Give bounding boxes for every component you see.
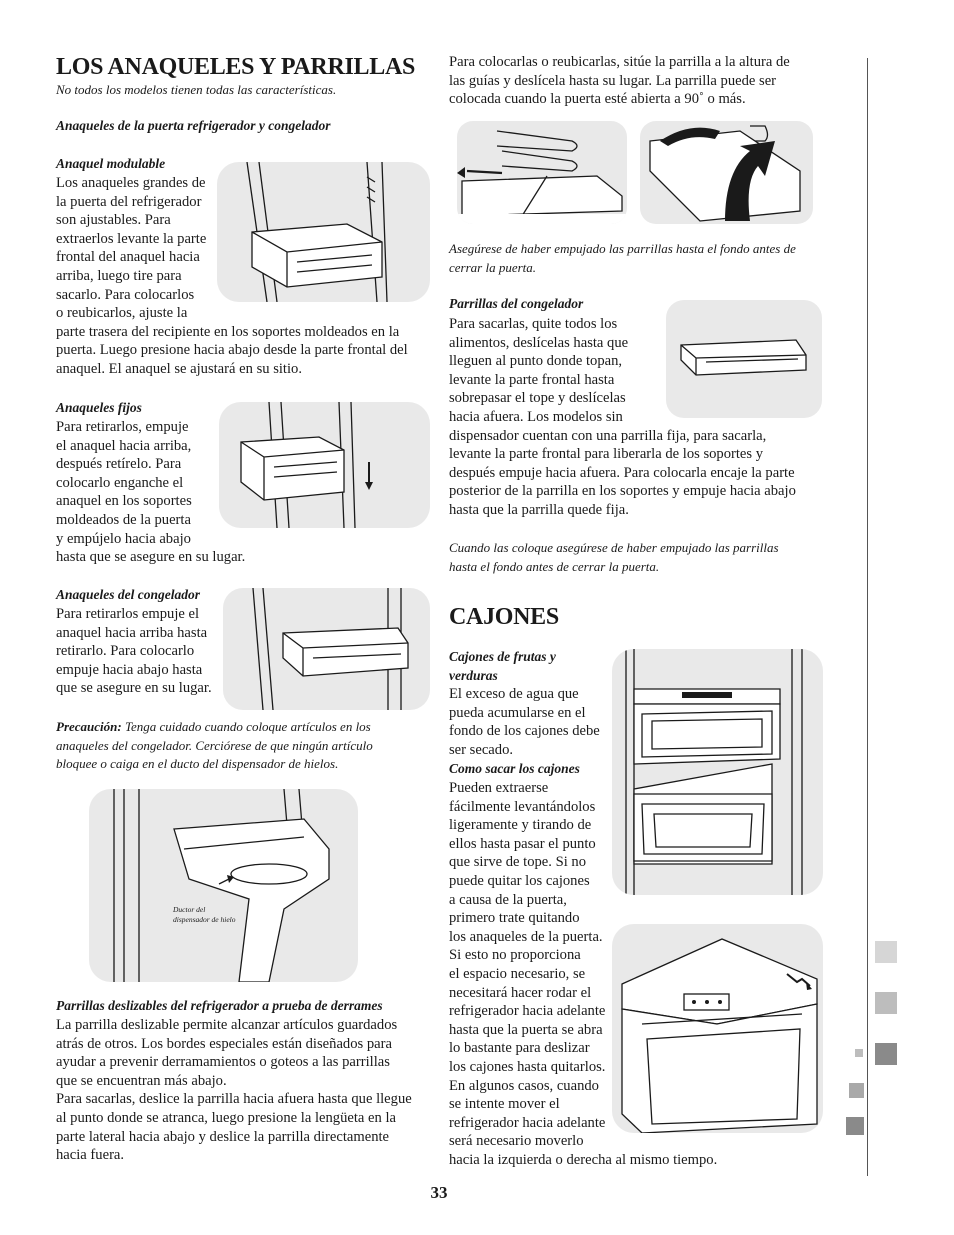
freezer-shelves-text: Para retirarlos empuje el anaquel hacia arriba hasta retirarlo. Para colocarlo empuje hacia abajo hasta que se asegure en su lugar. — [56, 606, 212, 697]
drawer-removal-illustration — [612, 924, 823, 1133]
modular-shelf-drawing — [217, 162, 430, 302]
freezer-shelf-illustration — [223, 588, 430, 710]
freezer-rack-illustration — [666, 300, 822, 418]
ice-dispenser-illustration — [89, 789, 358, 982]
section-tab-marker-2 — [875, 992, 897, 1014]
section-tab-marker-small — [855, 1049, 863, 1057]
freezer-shelves-heading: Anaqueles del congelador — [56, 587, 200, 602]
door-shelves-heading: Anaqueles de la puerta refrigerador y congelador — [56, 118, 331, 133]
sliding-rack-illustration-2 — [640, 121, 813, 224]
page-number: 33 — [430, 1183, 448, 1202]
section-tab-marker-3 — [875, 1043, 897, 1065]
crisper-drawers-illustration — [612, 649, 823, 895]
margin-rule — [867, 58, 868, 1176]
section-title-drawers: CAJONES — [449, 604, 559, 630]
section-tab-marker-5 — [846, 1117, 864, 1135]
section-tab-marker-1 — [875, 941, 897, 963]
fixed-shelf-illustration — [219, 402, 430, 528]
sliding-rack-drawing-2 — [640, 121, 813, 224]
drawer-removal-heading: Como sacar los cajones — [449, 761, 580, 776]
drawer-removal-drawing — [612, 924, 823, 1133]
section-title-shelves: LOS ANAQUELES Y PARRILLAS — [56, 54, 416, 80]
freezer-racks-note: Cuando las coloque asegúrese de haber empujado las parrillas hasta el fondo antes de cerrar la puerta. — [449, 540, 779, 574]
rack-placement-text: Para colocarlas o reubicarlas, sitúe la parrilla a la altura de las guías y deslícela hasta su lugar. La parrilla puede ser colocada cuando la puerta esté abierta a 90˚ o más. — [449, 54, 790, 108]
sliding-racks-text: La parrilla deslizable permite alcanzar artículos guardados atrás de otros. Los bordes especiales están diseñados para ayudar a prevenir derramamientos o goteos a las parrillas que se encuentran más abajo. Para sacarlas, deslice la parrilla hacia afuera hasta que llegue al punto donde se atranca, luego presione la lengüeta en la parte lateral hacia abajo y deslice la parrilla directamente hacia fuera. — [56, 1017, 412, 1164]
sliding-racks-heading: Parrillas deslizables del refrigerador a prueba de derrames — [56, 998, 383, 1013]
ice-dispenser-drawing — [89, 789, 358, 982]
caution-note: Precaución: Tenga cuidado cuando coloque artículos en los anaqueles del congelador. Cerciórese de que ningún artículo bloquee o caiga en el ducto del dispensador de hielos. — [56, 719, 373, 772]
fixed-shelves-text: Para retirarlos, empuje el anaquel hacia arriba, después retírelo. Para colocarlo enganche el anaquel en los soportes moldeados de la puerta y empújelo hacia abajo hasta que se asegure en su lugar. — [56, 419, 246, 566]
modular-shelf-text: Los anaqueles grandes de la puerta del refrigerador son ajustables. Para extraerlos levante la parte frontal del anaquel hacia arriba, luego tire para sacarlo. Para colocarlos o reubicarlos, ajuste la parte trasera del recipiente en los soportes moldeados en la puerta. Luego presione hacia abajo desde la parte frontal del anaquel. El anaquel se ajustará en su sitio. — [56, 175, 408, 377]
sliding-rack-drawing-1 — [457, 121, 627, 224]
freezer-shelf-drawing — [223, 588, 430, 710]
caution-label: Precaución: — [56, 719, 122, 734]
freezer-racks-heading: Parrillas del congelador — [449, 296, 584, 311]
freezer-rack-drawing — [666, 300, 822, 418]
section-tab-marker-4 — [849, 1083, 864, 1098]
modular-shelf-illustration — [217, 162, 430, 302]
crisper-drawers-drawing — [612, 649, 823, 895]
push-racks-note: Asegúrese de haber empujado las parrillas hasta el fondo antes de cerrar la puerta. — [449, 241, 796, 275]
modular-shelf-heading: Anaquel modulable — [56, 156, 166, 171]
crisper-text: El exceso de agua que pueda acumularse en el fondo de los cajones debe ser secado. — [449, 686, 600, 758]
ice-duct-label: Ductor del dispensador de hielo — [173, 905, 236, 924]
sliding-rack-illustration-1 — [457, 121, 627, 224]
drawer-removal-text: Pueden extraerse fácilmente levantándolos ligeramente y tirando de ellos hasta pasar el punto que sirve de tope. Si no puede quitar los cajones a causa de la puerta, primero trate quitando los anaqueles de la puerta. Si esto no proporciona el espacio necesario, se necesitará hacer rodar el refrigerador hacia adelante hasta que la puerta se abra lo bastante para deslizar los cajones hasta quitarlos. En algunos casos, cuando se intente mover el refrigerador hacia adelante será necesario moverlo hacia la izquierda o derecha al mismo tiempo. — [449, 780, 718, 1168]
section-subtitle: No todos los modelos tienen todas las características. — [56, 82, 337, 97]
crisper-heading: Cajones de frutas y verduras — [449, 649, 556, 683]
fixed-shelf-drawing — [219, 402, 430, 528]
fixed-shelves-heading: Anaqueles fijos — [56, 400, 142, 415]
freezer-racks-text: Para sacarlas, quite todos los alimentos, deslícelas hasta que lleguen al punto donde topan, levante la parte frontal hasta sobrepasar el tope y deslícelas hacia afuera. Los modelos sin dispensador cuentan con una parrilla fija, para sacarla, levante la parte frontal para liberarla de los soportes y después empuje hacia afuera. Para colocarla encaje la parte posterior de la parrilla en los soportes y empuje hacia abajo hasta que la parrilla quede fija. — [449, 316, 796, 518]
